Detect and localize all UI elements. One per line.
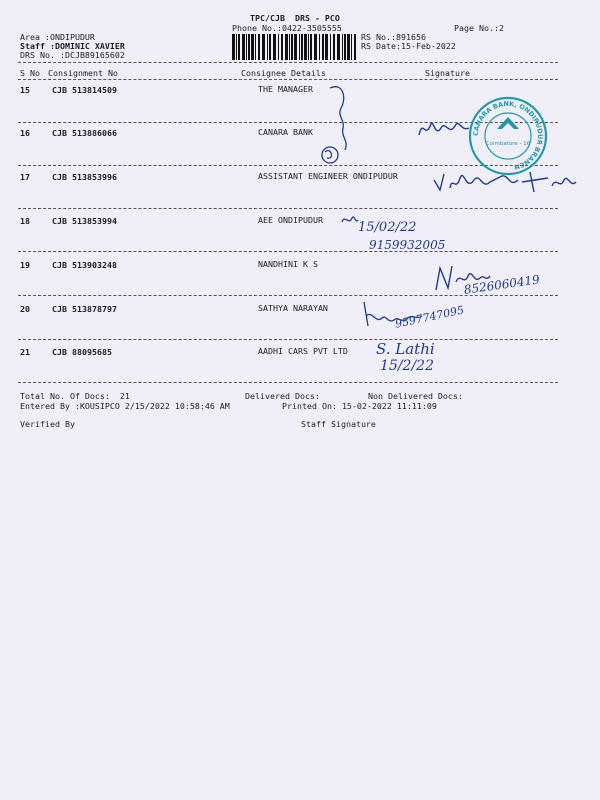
divider (18, 79, 558, 80)
row-sno: 18 (20, 216, 30, 226)
column-consignment: Consignment No (48, 68, 118, 78)
rs-number: RS No.:891656 (361, 32, 426, 42)
handwritten-phone: 9597747095 (394, 303, 466, 331)
row-consignee: AEE ONDIPUDUR (258, 215, 323, 225)
row-consignment: CJB 513903248 (52, 260, 117, 270)
bank-logo-icon (497, 117, 519, 129)
signature-aee (340, 212, 360, 228)
delivered-docs: Delivered Docs: (245, 391, 320, 401)
row-consignee: CANARA BANK (258, 127, 313, 137)
divider (18, 208, 558, 209)
row-sno: 15 (20, 85, 30, 95)
divider (18, 62, 558, 63)
column-consignee: Consignee Details (241, 68, 326, 78)
total-docs: Total No. Of Docs: 21 (20, 391, 130, 401)
row-sno: 21 (20, 347, 30, 357)
stamp-ring-text: CANARA BANK, ONDIPUDUR BRANCH (471, 99, 545, 172)
printed-on: Printed On: 15-02-2022 11:11:09 (282, 401, 437, 411)
divider (18, 382, 558, 383)
staff-label: Staff :DOMINIC XAVIER (20, 41, 125, 51)
handwritten-phone: 8526060419 (463, 272, 541, 297)
row-sno: 19 (20, 260, 30, 270)
handwritten-name: S. Lathi (376, 340, 435, 358)
row-consignee: ASSISTANT ENGINEER ONDIPUDUR (258, 171, 398, 181)
row-consignment: CJB 513886066 (52, 128, 117, 138)
signature-scribble (315, 80, 375, 180)
signature-assistant-engineer (430, 162, 580, 198)
divider (18, 339, 558, 340)
phone-number: Phone No.:0422-3505555 (232, 23, 342, 33)
column-signature: Signature (425, 68, 470, 78)
stamp-center-text: Coimbatore - 16 (485, 141, 531, 147)
rs-date: RS Date:15-Feb-2022 (361, 41, 456, 51)
row-sno: 16 (20, 128, 30, 138)
drs-number: DRS No. :DCJB89165602 (20, 50, 125, 60)
row-consignee: THE MANAGER (258, 84, 313, 94)
non-delivered-docs: Non Delivered Docs: (368, 391, 463, 401)
page-number: Page No.:2 (454, 23, 504, 33)
row-consignee: SATHYA NARAYAN (258, 303, 328, 313)
row-sno: 17 (20, 172, 30, 182)
row-consignment: CJB 513853996 (52, 172, 117, 182)
signature-canara (415, 110, 473, 145)
barcode (232, 34, 356, 60)
area-label: Area :ONDIPUDUR (20, 32, 95, 42)
row-consignee: AADHI CARS PVT LTD (258, 346, 348, 356)
row-consignment: CJB 513878797 (52, 304, 117, 314)
row-consignee: NANDHINI K S (258, 259, 318, 269)
verified-by: Verified By (20, 419, 75, 429)
row-consignment: CJB 513853994 (52, 216, 117, 226)
handwritten-date: 15/2/22 (380, 358, 434, 374)
handwritten-phone: 9159932005 (369, 238, 446, 252)
entered-by: Entered By :KOUSIPCO 2/15/2022 10:58:46 AM (20, 401, 230, 411)
document-title: TPC/CJB DRS - PCO (250, 13, 340, 23)
column-sno: S No (20, 68, 40, 78)
divider (18, 251, 558, 252)
staff-signature: Staff Signature (301, 419, 376, 429)
row-consignment: CJB 88095685 (52, 347, 112, 357)
row-consignment: CJB 513814509 (52, 85, 117, 95)
row-sno: 20 (20, 304, 30, 314)
handwritten-date: 15/02/22 (358, 220, 417, 235)
